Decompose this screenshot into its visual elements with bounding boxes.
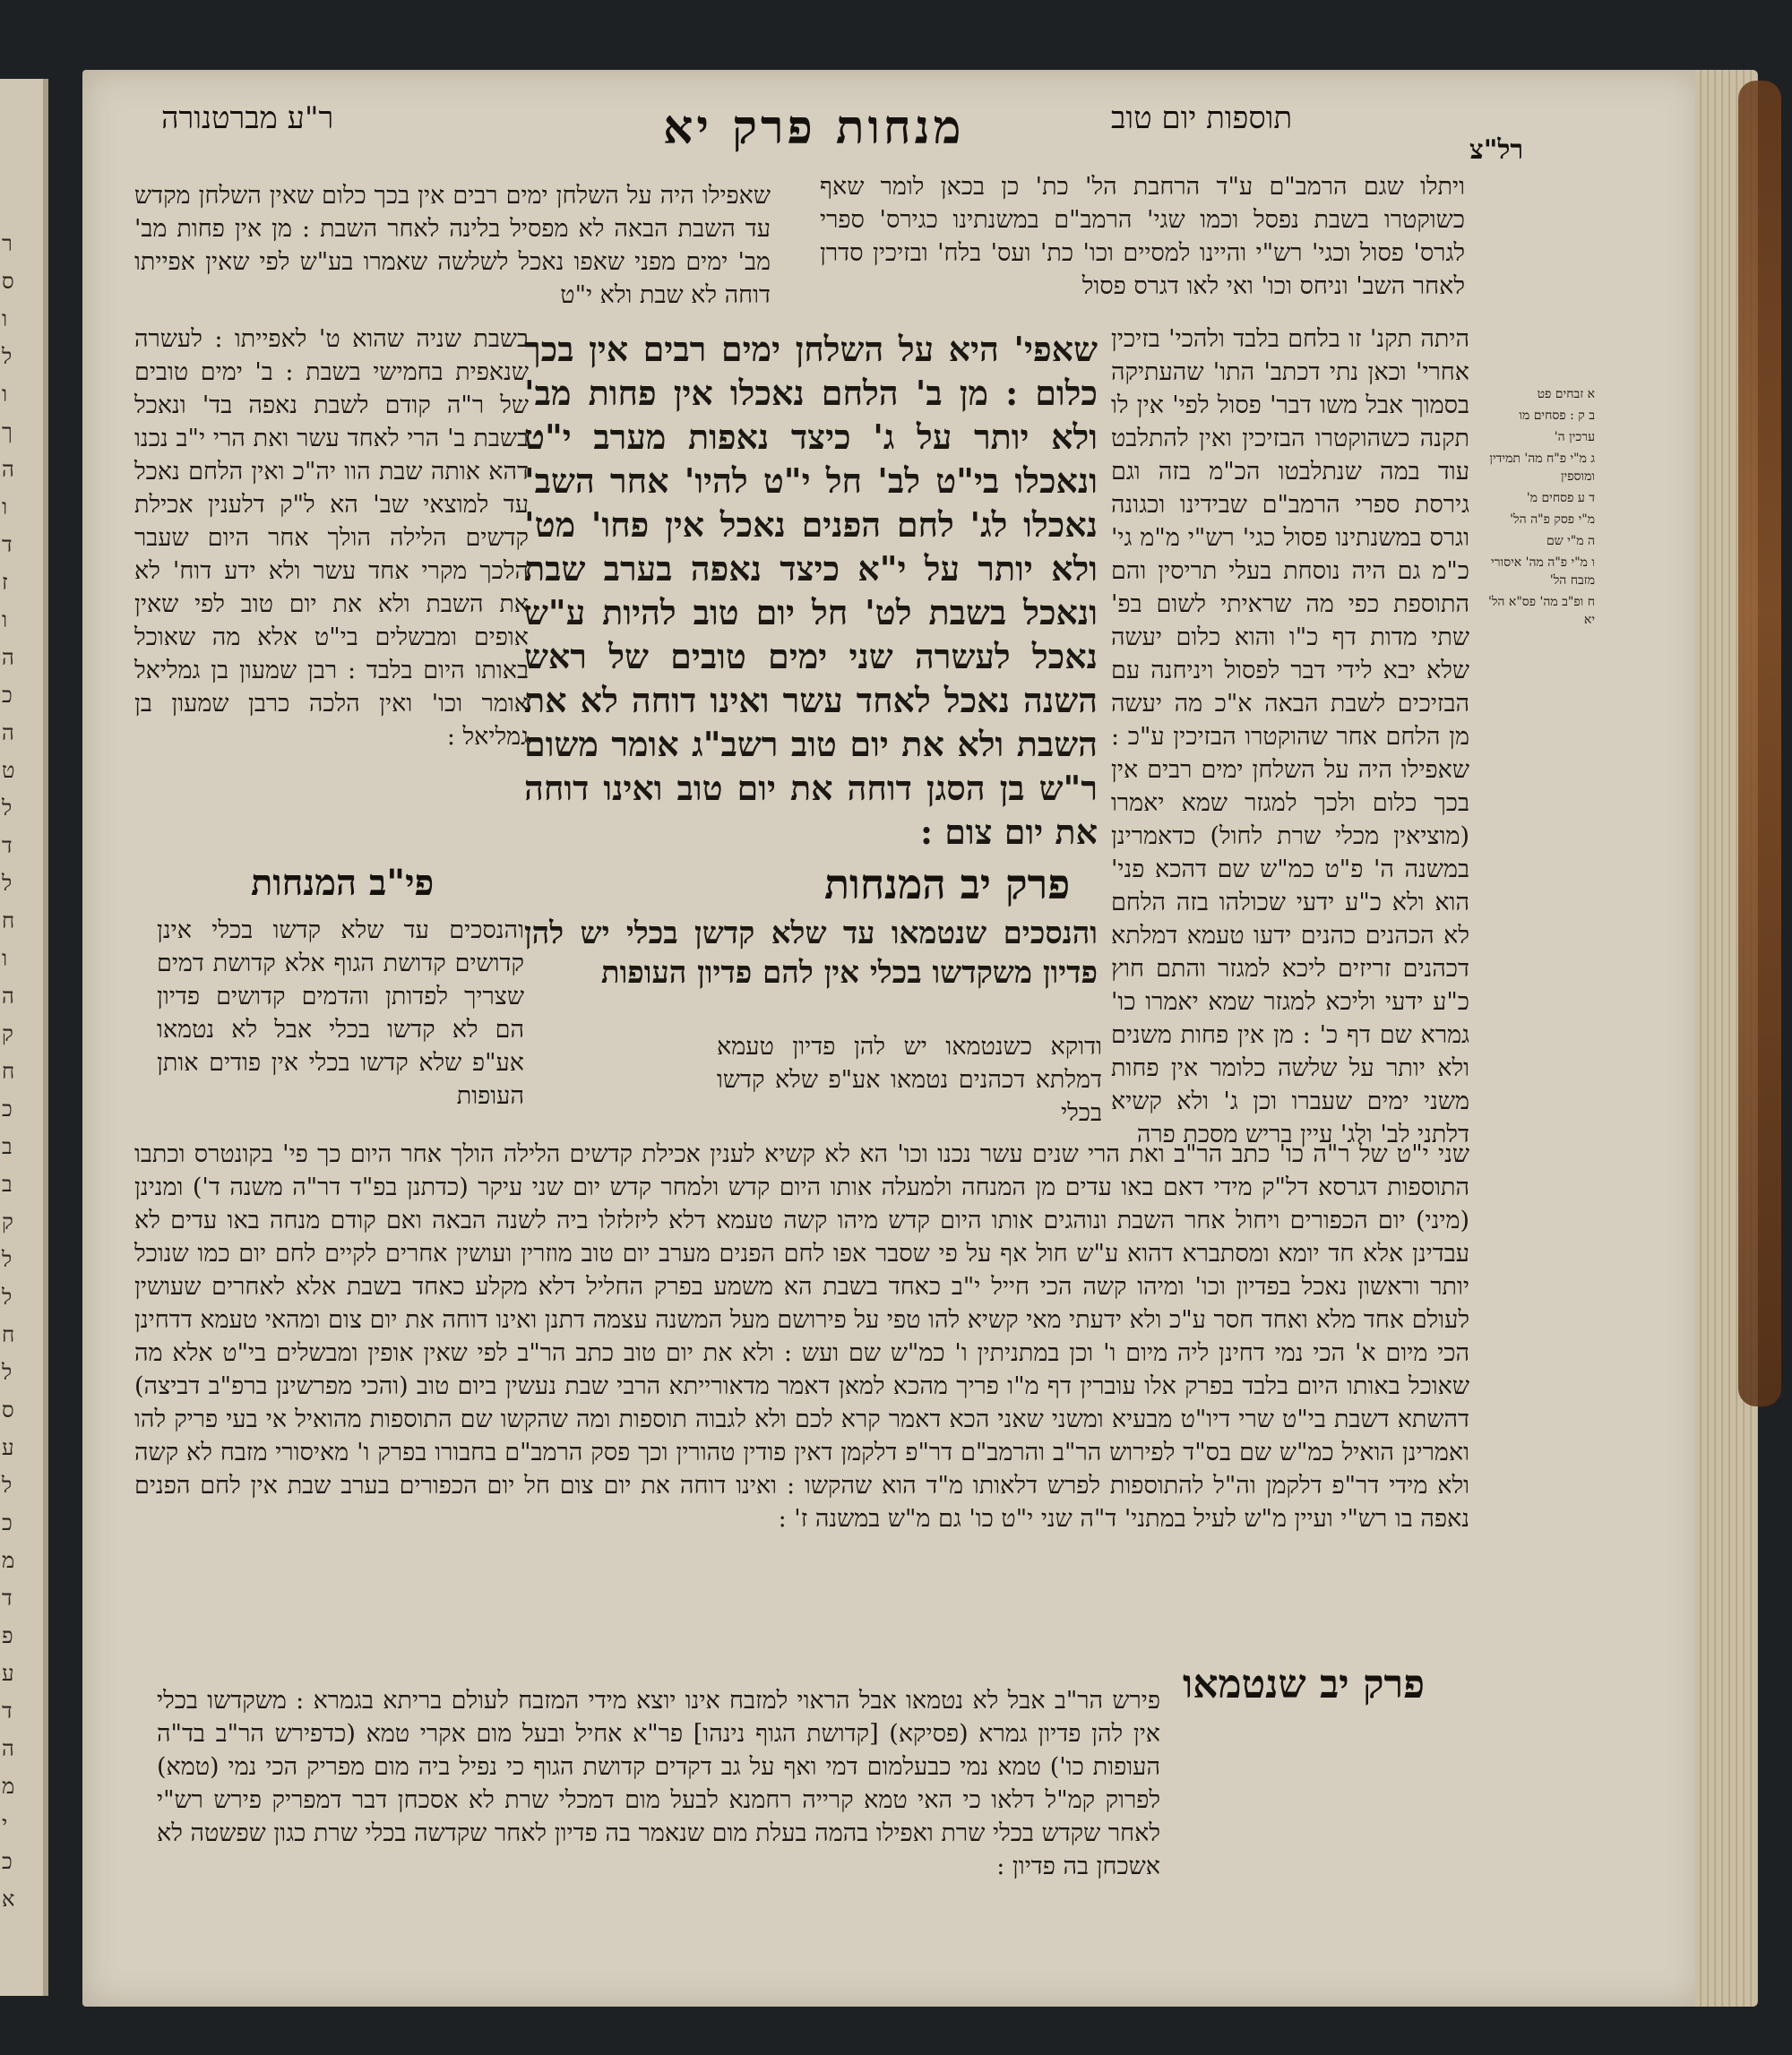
prev-page-glyph: ד — [2, 1698, 13, 1724]
prev-page-glyph: ו — [2, 306, 8, 331]
margin-note: ד ע פסחים מ' — [1526, 491, 1595, 505]
prev-page-glyph: י — [2, 1811, 8, 1836]
prev-page-glyph: ע — [2, 1435, 14, 1460]
prev-page-glyph: פ — [2, 1623, 13, 1648]
prev-page-glyph: ך — [2, 419, 13, 444]
prev-page-glyph: כ — [2, 1510, 13, 1535]
tosafot-right-column: היתה תקנ' זו בלחם בלבד ולהכי' בזיכין אחרי' וכאן נתי דכתב' התו' שהעתיקה בסמוך אבל משו דבר' פסול לפי' אין לו תקנה כשהוקטרו הבזיכין ואין להתלבט עוד במה שנתלבטו הכ"מ בזה וגם גירסת ספרי הרמב"ם שבידינו וכגונה וגרס במשנתינו פסול כגי' רש"י מ"מ גי' כ"מ גם היה נוסחת בעלי תריסין והם התוספת כפי מה שראיתי לשום בפ' שתי מדות דף כ"ו והוא כלום יעשה שלא יבא לידי דבר לפסול ויניחנה עם הבזיכים לשבת הבאה א"כ מה יעשה מן הלחם אחר שהוקטרו הבזיכין ע"כ : שאפילו היה על השלחן ימים רבים אין בכך כלום ולכך למגזר שמא יאמרו (מוציאין מכלי שרת לחול) כדאמרינן במשנה ה' פ"ט כמ"ש שם דהכא פני' הוא ולא כ"ע ידעי שכולהו בזה הלחם לא הכהנים כהנים ידעו טעמא דמלתא דכהנים זריזים ליכא למגזר והתם חוץ כ"ע ידעי וליכא למגזר שמא יאמרו כו' גמרא שם דף כ' : מן אין פחות משנים ולא יותר על שלשה כלומר אין פחות משני ימים שעברו וכן ג' ולא קשיא דלתני לב' ולג' עיין בריש מסכת פרה — [1111, 325, 1469, 1148]
header-bartenura: ר"ע מברטנורה — [161, 100, 334, 136]
chapter-12-tosafot-title: פרק יב שנטמאו — [1183, 1662, 1426, 1707]
running-header — [161, 100, 1434, 163]
header-tosafot: תוספות יום טוב — [1111, 100, 1293, 136]
margin-note: ב ק : פסחים מו — [1519, 408, 1595, 423]
prev-page-glyph: ל — [2, 344, 13, 369]
bartenura-chapter-12: והנסכים עד שלא קדשו בכלי אינן קדושים קדושת הגוף אלא קדושת דמים שצריך לפדותן והדמים קדושים פדיון הם לא קדשו בכלי אבל לא נטמאו אע"פ שלא קדשו בכלי אין פודים אותן העופות — [157, 916, 524, 1110]
prev-page-glyph: ה — [2, 720, 14, 745]
margin-references — [1480, 385, 1595, 632]
prev-page-glyph: ו — [2, 607, 8, 632]
bartenura-top-text: שאפילו היה על השלחן ימים רבים אין בכך כלום שאין השלחן מקדש עד השבת הבאה לא מפסיל בלינה לאחר השבת : מן אין פחות מב' מב' ימים מפני שאפו נאכל לשלשה שאמרו בע"ש לפי שאין אפייתו דוחה לא שבת ולא י"ט — [134, 182, 771, 309]
mishnah-12: והנסכים שנטמאו עד שלא קדשן בכלי יש להן פדיון משקדשו בכלי אין להם פדיון העופות — [524, 916, 1098, 991]
prev-page-glyph: ד — [2, 833, 13, 858]
margin-note: א זבחים פט — [1537, 387, 1595, 401]
prev-page-glyph: ס — [2, 1397, 14, 1423]
tosafot-chapter-12: פירש הר"ב אבל לא נטמאו אבל הראוי למזבח אינו יוצא מידי המזבח לעולם בריתא בגמרא : משקדשו בכלי אין להן פדיון גמרא (פסיקא) [קדושת הגוף נינהו] פר"א אחיל ובעל מום אקרי טמא (כדפירש הר"ב בד"ה העופות כו') טמא נמי כבעלמום דמי ואף על גב דקדים קדושת הגוף כי נפיל ביה מום מפריק הכי נמי (טמא) לפרוק קמ"ל דלאו כי האי טמא קרייה רחמנא לבעל מום דמכלי שרת לא אסכחן דבר דמפריק פירש רש"י לאחר שקדש בכלי שרת ואפילו בהמה בעלת מום שנאמר בה פדיון לאחר שקדשה בכלי שרת כגון שפשטה לא אשכחן בה פדיון : — [157, 1687, 1160, 1880]
prev-page-glyph: מ — [2, 1774, 15, 1799]
prev-page-glyph: ד — [2, 1586, 13, 1611]
prev-page-glyph: ל — [2, 1285, 13, 1310]
prev-page-glyph: ח — [2, 908, 15, 933]
prev-page-glyph: ה — [2, 645, 14, 670]
prev-page-glyph: ל — [2, 871, 13, 896]
prev-page-glyph: מ — [2, 1548, 15, 1573]
prev-page-glyph: ו — [2, 382, 8, 407]
chapter-12-bartenura-title: פי"ב המנחות — [251, 862, 435, 904]
prev-page-glyph: א — [2, 1887, 15, 1912]
prev-page-glyph: ה — [2, 457, 14, 482]
tosafot-bottom-text: שני י"ט של ר"ה כו' כתב הר"ב ואת הרי שנים עשר נכנו וכו' הא לא קשיא לענין אכילת קדשים הלילה הולך אחר היום כך פי' בקונטרס וכתבו התוספות דגרסא דל"ק מידי דאם באו עדים מן המנחה ולמעלה אותו היום קדש ולמחר קדש יום שני עיקר (כדתנן בפ"ד דר"ה משנה ד') ומנינן (מיני) יום הכפורים ויחול אחר השבת ונוהגים אותו היום קדש מיהו קשה טעמא דלא ליזלזלו ביה לשנה הבאה ואם קודם מנחה באו עדים לא עבדינן אלא חד יומא ומסתברא דהוא ע"ש חול אף על פי שסבר אפו לחם הפנים מערב יום טוב מוזרין ועושין אחרים לקיים לחם יום כמו שנוכל יותר וראשון נאכל בפדיון וכו' ומיהו קשה הכי חייל י"ב כאחד בשבת הא משמע בפרק החליל דלא מקלע כאחד בשבת אלא לאחרים שעושין לעולם אחד מלא ואחד חסר ע"כ ולא ידעתי מאי קשיא להו טפי על פירושם מעל המשנה עצמה דתנן ואינו דוחה את יום צום ומהאי טעמא דדחינן הכי מיום א' הכי נמי דחינן ליה מיום ו' וכן במתניתין ו' כמ"ש שם ועש : ולא את יום טוב כתב הר"ב לפי שאין אופין ומבשלים בי"ט אלא מה שאוכל באותו היום בלבד בפרק אלו עוברין דף מ"ו פריך מהכא למאן דאמר מדאורייתא הרבי שבת נעשין ביום טוב (והכי מפרשינן ברפ"ב דביצה) דהשתא דשבת בי"ט שרי דיו"ט מבעיא ומשני שאני הכא דאמר קרא לכם ולא לגבוה תוספות ומה שהקשו שם התוספות מהואיל אי בעי פריק להו ואמרינן הואיל כמ"ש שם בס"ד לפירוש הר"ב והרמב"ם דר"פ דלקמן דאין פודין טהורין וכך פסק הרמב"ם בחבורו בפרק ו' מאיסורי מזבח לא קשה ולא מידי דר"פ דלקמן וה"ל להתוספות לפרש דלאותו מ"ד הוא שהקשו : ואינו דוחה את יום צום חל יום הכפורים בערב שבת אין לחם הפנים נאפה בו רש"י ועיין מ"ש לעיל במתני' ד"ה שני י"ט כו' גם מ"ש במשנה ז' : — [134, 1140, 1469, 1533]
prev-page-glyph: כ — [2, 1849, 13, 1874]
prev-page-glyph: ד — [2, 532, 13, 557]
prev-page-glyph: ב — [2, 1134, 13, 1159]
margin-note: מ"י פסק פ"ה הל' — [1510, 512, 1595, 527]
prev-page-glyph: ל — [2, 795, 13, 821]
margin-note: ו מ"י פ"ה מה' איסורי מזבח הל' — [1491, 555, 1595, 588]
prev-page-glyph: ו — [2, 494, 8, 520]
chapter-12-mishnah-title: פרק יב המנחות — [824, 860, 1071, 908]
margin-note: ח ופ"ב מה' פס"א הל' יא — [1488, 595, 1595, 627]
folio-number: רל"צ — [1469, 134, 1524, 166]
prev-page-glyph: ה — [2, 984, 14, 1009]
prev-page-glyph: כ — [2, 683, 13, 708]
header-tractate-chapter: מנחות פרק יא — [663, 100, 965, 155]
prev-page-glyph: ל — [2, 1360, 13, 1385]
margin-note: ערכין ה' — [1554, 430, 1595, 444]
mishnah-11: שאפי' היא על השלחן ימים רבים אין בכך כלום : מן ב' הלחם נאכלו אין פחות מב' ולא יותר על ג' כיצד נאפות מערב י"ט ונאכלו בי"ט לב' חל י"ט להיו' אחר השב' נאכלו לג' לחם הפנים נאכל אין פחו' מט' ולא יותר על י"א כיצד נאפה בערב שבת ונאכל בשבת לט' חל יום טוב להיות ע"ש נאכל לעשרה שני ימים טובים של ראש השנה נאכל לאחד עשר ואינו דוחה לא את השבת ולא את יום טוב רשב"ג אומר משום ר"ש בן הסגן דוחה את יום טוב ואינו דוחה את יום צום : — [524, 329, 1098, 852]
margin-note: ג מ"י פ"ח מה' תמידין ומוספין — [1489, 451, 1595, 484]
prev-page-glyph: ק — [2, 1021, 13, 1046]
prev-page-glyph: ו — [2, 946, 8, 971]
bartenura-left-column: בשבת שניה שהוא ט' לאפייתו : לעשרה שנאפית בחמישי בשבת : ב' ימים טובים של ר"ה קודם לשבת נאפה בד' ונאכל בשבת ב' הרי לאחד עשר ואת הרי י"ב נכנו דהא אותה שבת הוו יה"כ ואין הלחם נאכל עד למוצאי שב' הא ל"ק דלענין אכילת קדשים הלילה הולך אחר היום שעבר הלכך מקרי אחד עשר ולא ידע דוח' לא את השבת ולא את יום טוב לפי שאין אופים ומבשלים בי"ט אלא מה שאוכל באותו היום בלבד : רבן שמעון בן גמליאל אומר וכו' ואין הלכה כרבן שמעון בן גמליאל : — [134, 325, 529, 751]
prev-page-glyph: ר — [2, 231, 13, 256]
prev-page-glyph: ק — [2, 1209, 13, 1234]
prev-page-glyph: ל — [2, 1473, 13, 1498]
prev-page-glyph: ה — [2, 1736, 14, 1761]
prev-page-glyph: ח — [2, 1059, 15, 1084]
prev-page-glyph: ע — [2, 1661, 14, 1686]
prev-page-glyph: כ — [2, 1096, 13, 1122]
prev-page-glyph: ס — [2, 269, 14, 294]
prev-page-glyph: ז — [2, 570, 8, 595]
margin-note: ה מ"י שם — [1546, 534, 1595, 548]
tosafot-middle-text: ודוקא כשנטמאו יש להן פדיון טעמא דמלתא דכהנים נטמאו אע"פ שלא קדשו בכלי — [717, 1033, 1102, 1127]
prev-page-glyph: ט — [2, 758, 15, 783]
prev-page-glyph: ב — [2, 1172, 13, 1197]
prev-page-glyph: ח — [2, 1322, 15, 1347]
tosafot-top-text: ויתלו שגם הרמב"ם ע"ד הרחבת הל' כת' כן בכאן לומר שאף כשוקטרו בשבת נפסל וכמו שגי' הרמב"ם במשנתינו כגירס' ספרי לגרס' פסול וכגי' רש"י והיינו למסיים וכו' כת' ועס' בלח' ובזיכין סדרן לאחר השב' וניחס וכו' ואי לאו דגרס פסול — [820, 173, 1465, 300]
previous-page-edge — [0, 79, 48, 1996]
prev-page-glyph: ל — [2, 1247, 13, 1272]
binding-stain — [1738, 81, 1781, 1406]
